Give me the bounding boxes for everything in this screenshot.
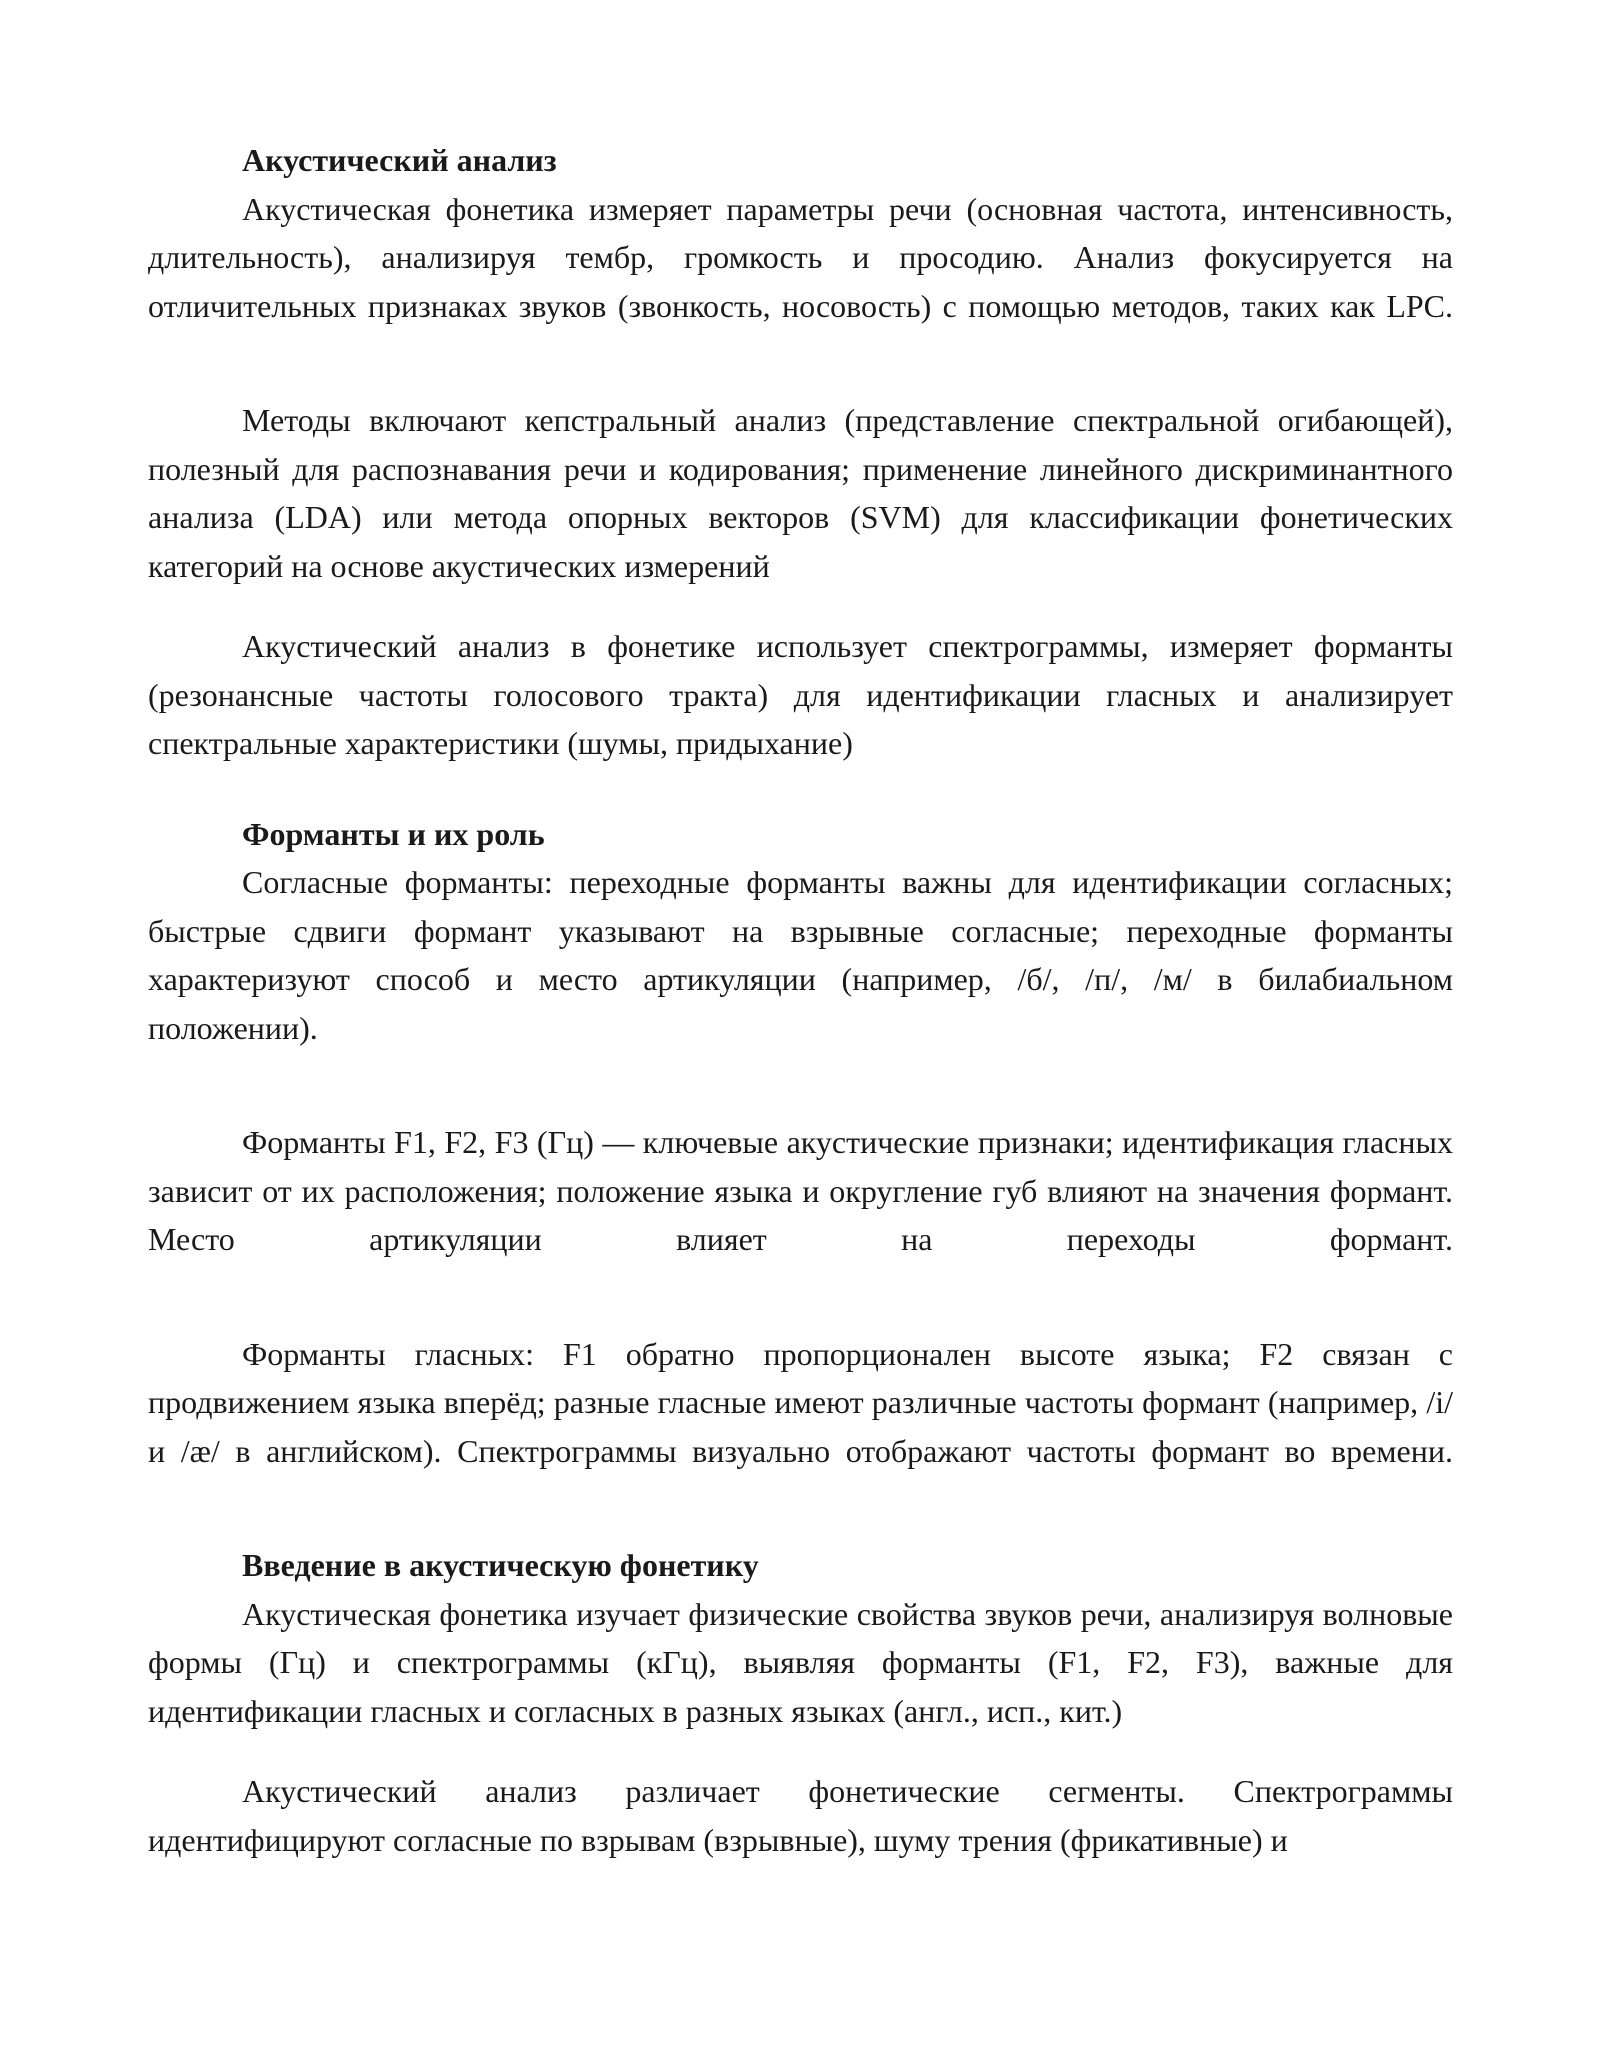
section-heading-formants: Форманты и их роль — [242, 815, 545, 852]
paragraph: Форманты гласных: F1 обратно пропорционален высоте языка; F2 связан с продвижением языка вперёд; разные гласные имеют различные частоты формант (например, /i/ и /æ/ в английском). Спектрограммы визуально отображают частоты формант во времени. — [148, 1335, 1453, 1469]
paragraph: Акустический анализ в фонетике использует спектрограммы, измеряет форманты (резонансные частоты голосового тракта) для идентификации гласных и анализирует спектральные характеристики (шумы, придыхание) — [148, 628, 1453, 761]
paragraph: Акустический анализ различает фонетические сегменты. Спектрограммы идентифицируют согласные по взрывам (взрывные), шуму трения (фрикативные) и — [148, 1773, 1453, 1858]
document-page — [148, 136, 1453, 1864]
section-heading-acoustic-analysis: Акустический анализ — [242, 142, 557, 178]
paragraph: Форманты F1, F2, F3 (Гц) — ключевые акустические признаки; идентификация гласных зависит от их расположения; положение языка и округление губ влияют на значения формант. Место артикуляции влияет на переходы формант. — [148, 1124, 1453, 1257]
paragraph: Согласные форманты: переходные форманты важны для идентификации согласных; быстрые сдвиги формант указывают на взрывные согласные; переходные форманты характеризуют способ и место артикуляции (например, /б/, /п/, /м/ в билабиальном положении). — [148, 864, 1453, 1046]
paragraph: Методы включают кепстральный анализ (представление спектральной огибающей), полезный для распознавания речи и кодирования; применение линейного дискриминантного анализа (LDA) или метода опорных векторов (SVM) для классификации фонетических категорий на основе акустических измерений — [148, 402, 1453, 584]
paragraph: Акустическая фонетика измеряет параметры речи (основная частота, интенсивность, длительность), анализируя тембр, громкость и просодию. Анализ фокусируется на отличительных признаках звуков (звонкость, носовость) с помощью методов, таких как LPC. — [148, 190, 1453, 324]
paragraph: Акустическая фонетика изучает физические свойства звуков речи, анализируя волновые формы (Гц) и спектрограммы (кГц), выявляя форманты (F1, F2, F3), важные для идентификации гласных и согласных в разных языках (англ., исп., кит.) — [148, 1595, 1453, 1729]
section-heading-intro-acoustic-phonetics: Введение в акустическую фонетику — [242, 1547, 759, 1583]
